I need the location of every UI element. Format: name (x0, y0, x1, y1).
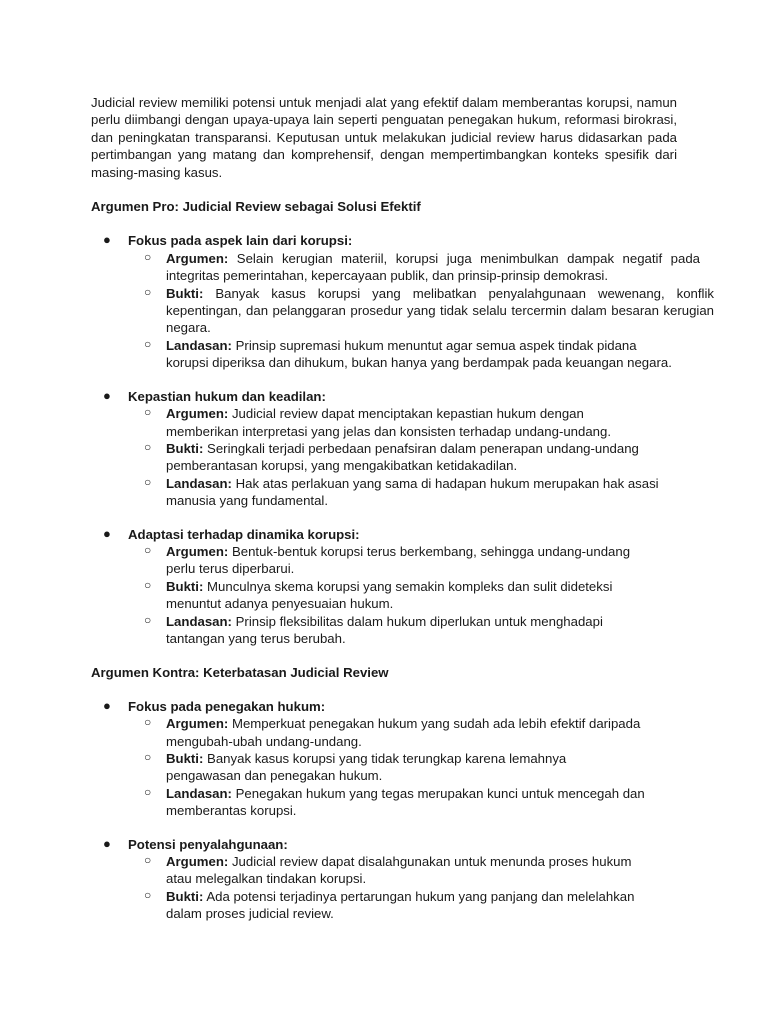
label-bukti: Bukti: (166, 285, 204, 301)
circle-bullet-icon: ○ (144, 474, 152, 489)
sub-item-argumen (128, 250, 700, 285)
pro-heading: Argumen Pro: Judicial Review sebagai Solusi Efektif (91, 199, 421, 215)
circle-bullet-icon: ○ (144, 715, 152, 730)
landasan-text: Hak atas perlakuan yang sama di hadapan hukum merupakan hak asasi manusia yang fundamental. (166, 475, 659, 509)
bullet-icon: ● (103, 387, 111, 403)
sub-item-argumen (128, 853, 646, 888)
circle-bullet-icon: ○ (144, 853, 152, 868)
list-item (91, 388, 677, 510)
circle-bullet-icon: ○ (144, 284, 152, 299)
argumen-text: Judicial review dapat menciptakan kepastian hukum dengan memberikan interpretasi yang jelas dan konsisten terhadap undang-undang. (166, 406, 612, 439)
label-argumen: Argumen: (166, 543, 229, 559)
circle-bullet-icon: ○ (144, 405, 152, 420)
bullet-icon: ● (103, 835, 111, 851)
sub-list (128, 249, 714, 372)
circle-bullet-icon: ○ (144, 750, 152, 764)
label-argumen: Argumen: (166, 406, 229, 422)
label-bukti: Bukti: (166, 440, 204, 456)
bullet-icon: ● (103, 232, 111, 248)
circle-bullet-icon: ○ (144, 336, 152, 351)
label-landasan: Landasan: (166, 337, 232, 353)
bukti-text: Banyak kasus korupsi yang melibatkan penyalahgunaan wewenang, konflik kepentingan, dan pelanggaran prosedur yang tidak selalu tercermin dalam besaran kerugian negara. (166, 285, 714, 336)
sub-list (128, 715, 677, 819)
sub-item-argumen (128, 715, 646, 750)
argumen-text: Judicial review dapat disalahgunakan untuk menunda proses hukum atau melegalkan tindakan korupsi. (166, 854, 632, 887)
label-argumen: Argumen: (166, 854, 229, 870)
circle-bullet-icon: ○ (144, 249, 152, 264)
landasan-text: Penegakan hukum yang tegas merupakan kunci untuk mencegah dan memberantas korupsi. (166, 785, 645, 819)
argumen-text: Bentuk-bentuk korupsi terus berkembang, sehingga undang-undang perlu terus diperbarui. (166, 543, 631, 577)
argumen-text: Memperkuat penegakan hukum yang sudah ada lebih efektif daripada mengubah-ubah undang-undang. (166, 716, 641, 749)
circle-bullet-icon: ○ (144, 887, 152, 902)
sub-list (128, 853, 677, 923)
bukti-text: Seringkali terjadi perbedaan penafsiran dalam penerapan undang-undang pemberantasan korupsi, yang mengakibatkan ketidakadilan. (166, 440, 639, 474)
point-title: Potensi penyalahgunaan: (128, 836, 288, 852)
point-title: Fokus pada penegakan hukum: (128, 698, 326, 714)
point-title: Fokus pada aspek lain dari korupsi: (128, 233, 353, 249)
sub-item-argumen (128, 543, 646, 578)
sub-item-bukti (128, 578, 626, 613)
sub-item-landasan (128, 337, 678, 372)
pro-list (91, 232, 714, 647)
label-argumen: Argumen: (166, 716, 229, 732)
sub-item-landasan (128, 475, 666, 510)
sub-item-bukti (128, 285, 714, 337)
sub-list (128, 543, 677, 647)
label-argumen: Argumen: (166, 250, 229, 266)
bukti-text: Ada potensi terjadinya pertarungan hukum yang panjang dan melelahkan dalam proses judicial review. (166, 888, 635, 922)
list-item (91, 836, 677, 923)
sub-item-landasan (128, 785, 686, 820)
list-item (91, 232, 714, 371)
list-item (91, 526, 677, 648)
argumen-text: Selain kerugian materiil, korupsi juga menimbulkan dampak negatif pada integritas pemerintahan, kepercayaan publik, dan prinsip-prinsip demokrasi. (166, 250, 700, 284)
circle-bullet-icon: ○ (144, 577, 152, 592)
intro-paragraph: Judicial review memiliki potensi untuk menjadi alat yang efektif dalam memberantas korupsi, namun perlu diimbangi dengan upaya-upaya lain seperti penguatan penegakan hukum, reformasi birokrasi, dan peningkatan transparansi. Keputusan untuk melakukan judicial review harus didasarkan pada pertimbangan yang matang dan komprehensif, dengan mempertimbangkan konteks spesifik dari masing-masing kasus. (91, 95, 677, 180)
label-landasan: Landasan: (166, 613, 232, 629)
sub-item-bukti (128, 750, 636, 785)
label-bukti: Bukti: (166, 888, 204, 904)
kontra-heading: Argumen Kontra: Keterbatasan Judicial Review (91, 665, 389, 681)
sub-item-landasan (128, 613, 616, 648)
list-item (91, 698, 677, 820)
sub-item-argumen (128, 405, 636, 440)
landasan-text: Prinsip supremasi hukum menuntut agar semua aspek tindak pidana korupsi diperiksa dan dihukum, bukan hanya yang berdampak pada keuangan negara. (166, 337, 672, 371)
circle-bullet-icon: ○ (144, 612, 152, 627)
label-bukti: Bukti: (166, 751, 204, 766)
kontra-list (91, 698, 677, 923)
circle-bullet-icon: ○ (144, 542, 152, 557)
label-bukti: Bukti: (166, 578, 204, 594)
sub-list (128, 405, 677, 509)
sub-item-bukti (128, 440, 654, 475)
label-landasan: Landasan: (166, 785, 232, 801)
document-page (91, 94, 714, 923)
circle-bullet-icon: ○ (144, 439, 152, 454)
bullet-icon: ● (103, 525, 111, 541)
bukti-text: Munculnya skema korupsi yang semakin kompleks dan sulit dideteksi menuntut adanya penyesuaian hukum. (166, 578, 613, 612)
point-title: Kepastian hukum dan keadilan: (128, 388, 326, 404)
bullet-icon: ● (103, 697, 111, 713)
bukti-text: Banyak kasus korupsi yang tidak terungkap karena lemahnya pengawasan dan penegakan hukum. (166, 751, 567, 784)
sub-item-bukti (128, 888, 646, 923)
landasan-text: Prinsip fleksibilitas dalam hukum diperlukan untuk menghadapi tantangan yang terus berubah. (166, 613, 603, 646)
label-landasan: Landasan: (166, 475, 232, 491)
point-title: Adaptasi terhadap dinamika korupsi: (128, 526, 360, 542)
circle-bullet-icon: ○ (144, 784, 152, 799)
